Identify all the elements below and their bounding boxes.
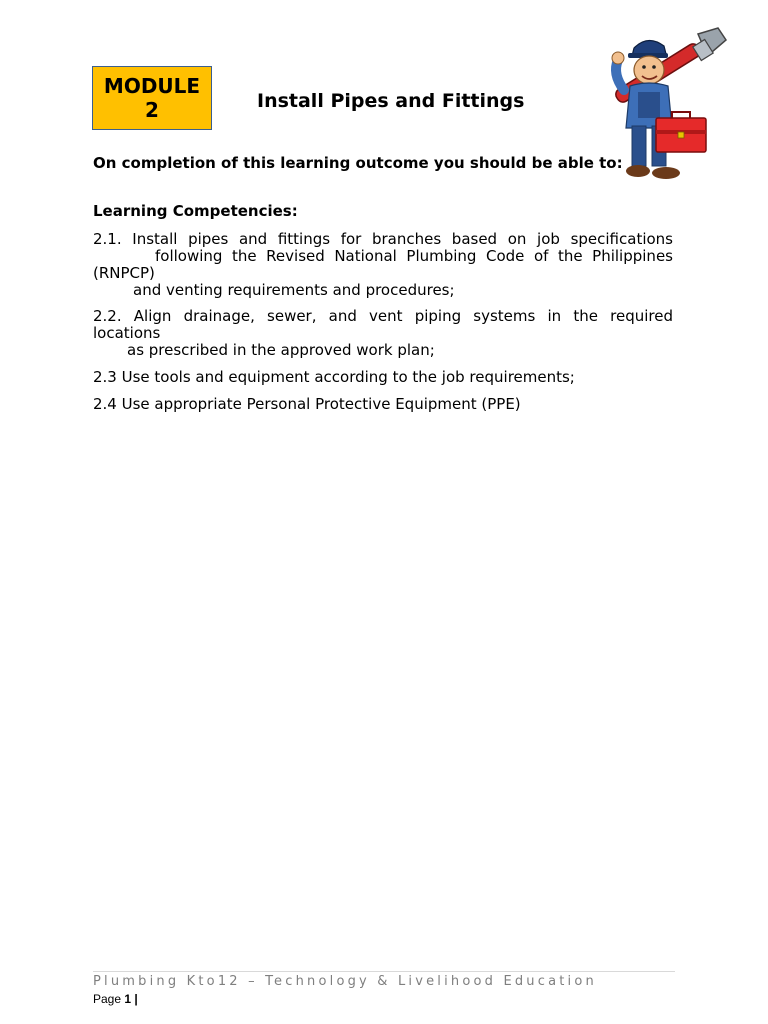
intro-text: On completion of this learning outcome you should be able to: (93, 154, 623, 172)
competencies-heading: Learning Competencies: (93, 202, 298, 220)
competency-item-1-line-4: and venting requirements and procedures; (133, 281, 455, 299)
competency-item-3 (93, 369, 673, 386)
competency-item-2-line-3: as prescribed in the approved work plan; (127, 341, 435, 359)
competency-item-1-line-3: (RNPCP) (93, 264, 155, 282)
page-number-line (93, 992, 138, 1006)
competency-item-3-line-1: 2.3 Use tools and equipment according to the job requirements; (93, 368, 575, 386)
competency-item-4-line-1: 2.4 Use appropriate Personal Protective Equipment (PPE) (93, 395, 521, 413)
competency-item-1 (93, 231, 673, 299)
footer-divider (93, 971, 675, 972)
competency-item-1-line-2: following the Revised National Plumbing Code of the Philippines (155, 247, 673, 265)
module-badge (92, 66, 212, 130)
module-label: MODULE (103, 74, 201, 98)
module-number: 2 (145, 98, 159, 122)
competency-item-2-line-1: 2.2. Align drainage, sewer, and vent piping systems in the required (93, 307, 673, 325)
competency-item-2-line-2: locations (93, 324, 161, 342)
footer-text: Plumbing Kto12 – Technology & Livelihood Education (93, 974, 597, 989)
page-separator: | (134, 992, 138, 1006)
page-label: Page (93, 992, 122, 1006)
competency-item-2 (93, 308, 673, 359)
page-title: Install Pipes and Fittings (257, 90, 525, 112)
competency-item-4 (93, 396, 673, 413)
page-number: 1 (124, 992, 132, 1006)
competency-item-1-line-1: 2.1. Install pipes and fittings for branches based on job specifications (93, 230, 673, 248)
